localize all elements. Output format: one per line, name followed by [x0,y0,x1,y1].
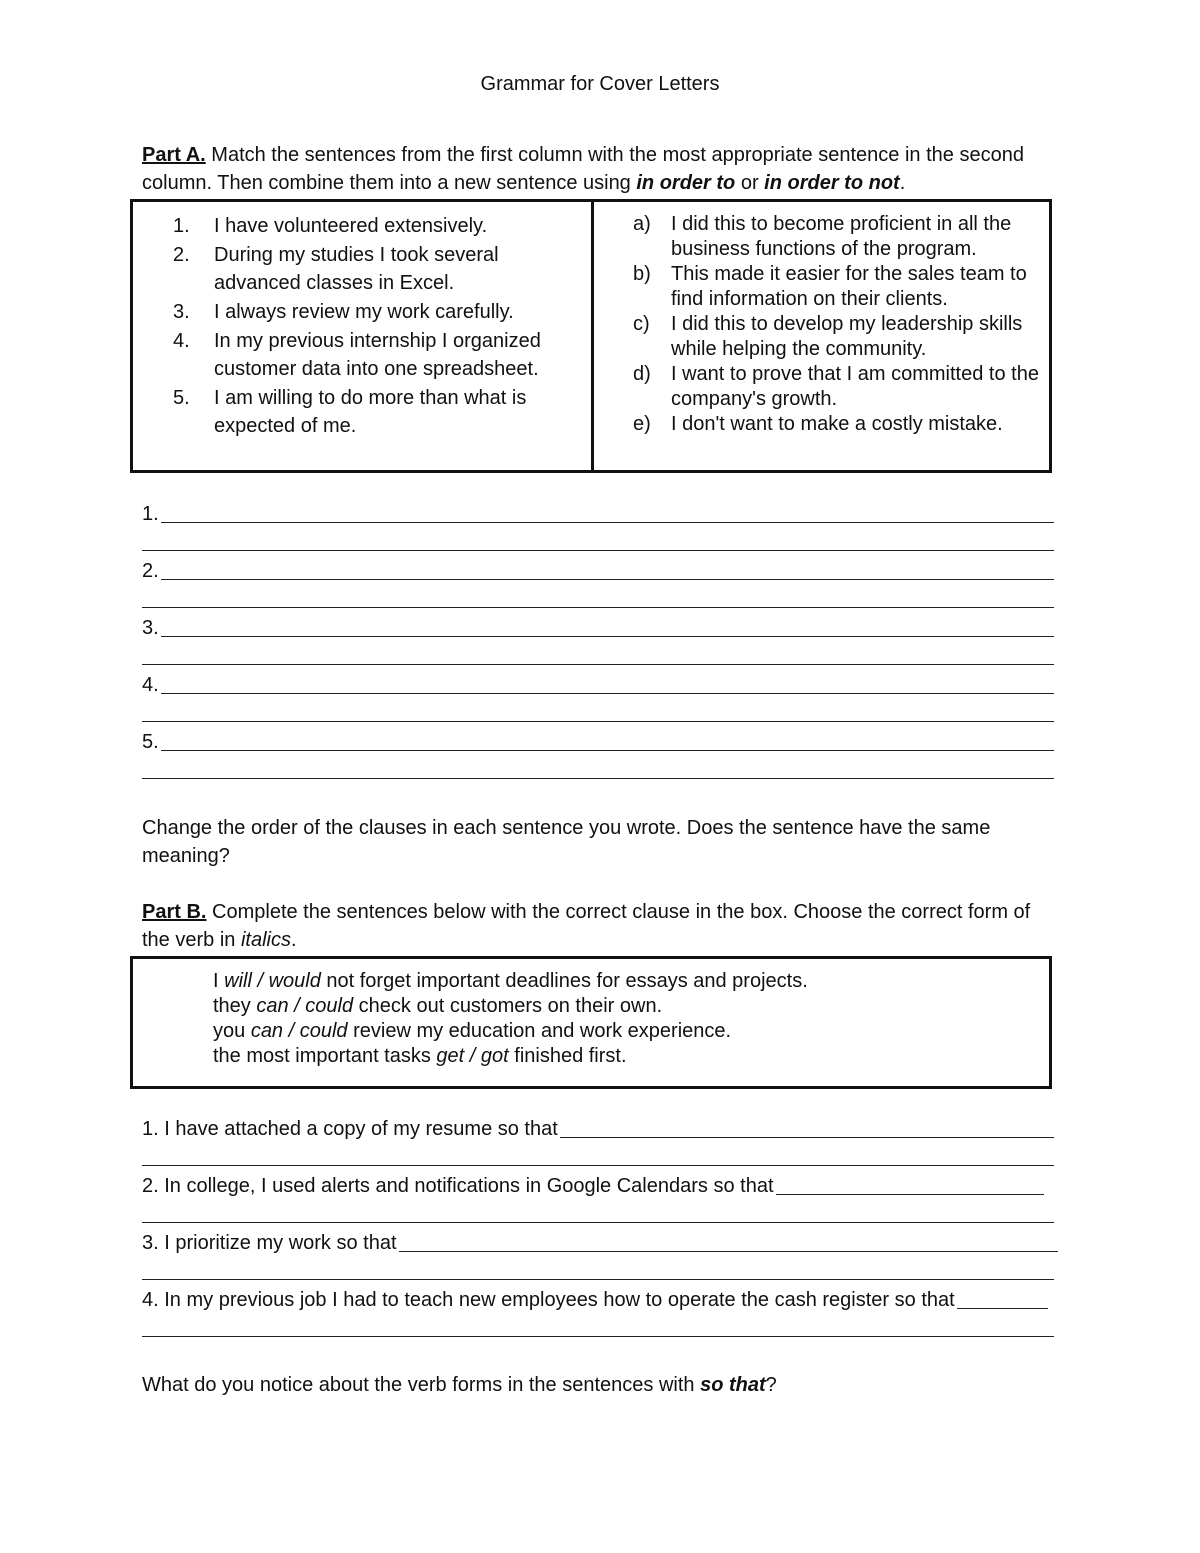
item-letter: d) [633,363,651,385]
blank-line [161,693,1054,694]
part-a-instruction [142,141,1062,197]
item-text: I want to prove that I am committed to the company's growth. [671,363,1039,410]
first-column-item [173,384,573,440]
blank-line [142,664,1054,665]
italics-word: italics [240,929,291,951]
matching-table [130,199,1052,473]
clause-list [213,969,808,1069]
answer-line[interactable] [142,529,1054,558]
part-a-answer-lines [142,500,1054,785]
blank-line [560,1137,1054,1138]
first-column-item [173,298,573,326]
item-text: I did this to become proficient in all the business functions of the program. [671,213,1012,260]
item-number: 1. [173,215,190,237]
clause-post: finished first. [508,1045,627,1067]
blank-line [161,636,1054,637]
clause-box [130,956,1052,1089]
item-text: I always review my work carefully. [214,301,514,323]
answer-line[interactable] [142,1258,1054,1287]
clause-verb-choice: can / could [250,1020,348,1042]
clause-post: check out customers on their own. [353,995,663,1017]
answer-line[interactable] [142,643,1054,672]
part-b-period: . [290,929,297,951]
clause-order-question: Change the order of the clauses in each sentence you wrote. Does the sentence have the same meaning? [142,817,991,867]
answer-number: 2. [142,559,159,582]
keyword-in-order-to: in order to [636,172,736,194]
part-b-text: Complete the sentences below with the correct clause in the box. Choose the correct form of the verb in [142,901,1031,951]
answer-line[interactable] [142,586,1054,615]
item-number: 5. [173,387,190,409]
keyword-so-that: so that [700,1374,766,1396]
blank-line [161,579,1054,580]
clause-post: review my education and work experience. [347,1020,732,1042]
answer-number: 3. [142,616,159,639]
answer-number: 5. [142,730,159,753]
part-a-period: . [899,172,906,194]
answer-line[interactable] [142,1144,1054,1173]
part-b-instruction [142,898,1062,954]
clause-verb-choice: will / would [224,970,321,992]
part-a-text: Match the sentences from the first column with the most appropriate sentence in the second column. Then combine them into a new sentence using [142,144,1024,194]
second-column-item [633,412,1043,437]
item-letter: b) [633,263,651,285]
sentence-prompt: 1. I have attached a copy of my resume so that [142,1117,558,1140]
clause-pre: you [213,1020,251,1042]
part-a-label: Part A. [142,144,206,166]
verb-forms-question [142,1371,1062,1399]
answer-line[interactable] [142,557,1054,586]
answer-line[interactable] [142,1286,1054,1315]
item-text: This made it easier for the sales team to find information on their clients. [671,263,1027,310]
answer-number: 4. [142,673,159,696]
clause-pre: the most important tasks [213,1045,437,1067]
clause-item [213,969,808,994]
clause-item [213,1044,808,1069]
clause-item [213,1019,808,1044]
answer-line[interactable] [142,500,1054,529]
second-column-item [633,212,1043,262]
first-column-item [173,241,573,297]
part-b-label: Part B. [142,901,207,923]
first-column-item [173,327,573,383]
sentence-prompt: 3. I prioritize my work so that [142,1231,397,1254]
clause-pre: I [213,970,225,992]
blank-line [776,1194,1044,1195]
clause-post: not forget important deadlines for essays and projects. [320,970,808,992]
part-b-answer-lines [142,1115,1054,1343]
second-column-item [633,312,1043,362]
answer-line[interactable] [142,1229,1054,1258]
item-number: 3. [173,301,190,323]
answer-line[interactable] [142,1201,1054,1230]
sentence-prompt: 2. In college, I used alerts and notifications in Google Calendars so that [142,1174,774,1197]
blank-line [142,550,1054,551]
first-column-item [173,212,573,240]
blank-line [957,1308,1048,1309]
clause-verb-choice: can / could [256,995,354,1017]
clause-item [213,994,808,1019]
second-column-item [633,262,1043,312]
item-text: I am willing to do more than what is expected of me. [214,387,527,437]
keyword-in-order-to-not: in order to not [764,172,900,194]
part-a-or: or [735,172,765,194]
first-column-list [173,212,573,441]
blank-line [142,607,1054,608]
item-text: In my previous internship I organized customer data into one spreadsheet. [214,330,541,380]
blank-line [142,1222,1054,1223]
item-text: I did this to develop my leadership skills while helping the community. [671,313,1023,360]
blank-line [142,721,1054,722]
answer-line[interactable] [142,1172,1054,1201]
answer-line[interactable] [142,614,1054,643]
item-letter: e) [633,413,651,435]
second-column-item [633,362,1043,412]
answer-line[interactable] [142,728,1054,757]
blank-line [161,750,1054,751]
answer-line[interactable] [142,1115,1054,1144]
blank-line [142,778,1054,779]
blank-line [142,1165,1054,1166]
second-column-list [633,212,1043,437]
blank-line [142,1279,1054,1280]
clause-pre: they [213,995,257,1017]
column-divider [591,202,594,470]
item-letter: c) [633,313,650,335]
blank-line [142,1336,1054,1337]
sentence-prompt: 4. In my previous job I had to teach new employees how to operate the cash register so that [142,1288,955,1311]
answer-line[interactable] [142,671,1054,700]
page-title: Grammar for Cover Letters [480,73,720,95]
answer-line[interactable] [142,700,1054,729]
item-text: I don't want to make a costly mistake. [671,413,1003,435]
item-text: I have volunteered extensively. [214,215,488,237]
item-text: During my studies I took several advanced classes in Excel. [214,244,499,294]
answer-line[interactable] [142,1315,1054,1344]
blank-line [161,522,1054,523]
item-number: 4. [173,330,190,352]
answer-line[interactable] [142,757,1054,786]
answer-number: 1. [142,502,159,525]
item-letter: a) [633,213,651,235]
question-mark: ? [765,1374,777,1396]
clause-verb-choice: get / got [436,1045,509,1067]
item-number: 2. [173,244,190,266]
blank-line [399,1251,1058,1252]
question-text: What do you notice about the verb forms in the sentences with [142,1374,701,1396]
